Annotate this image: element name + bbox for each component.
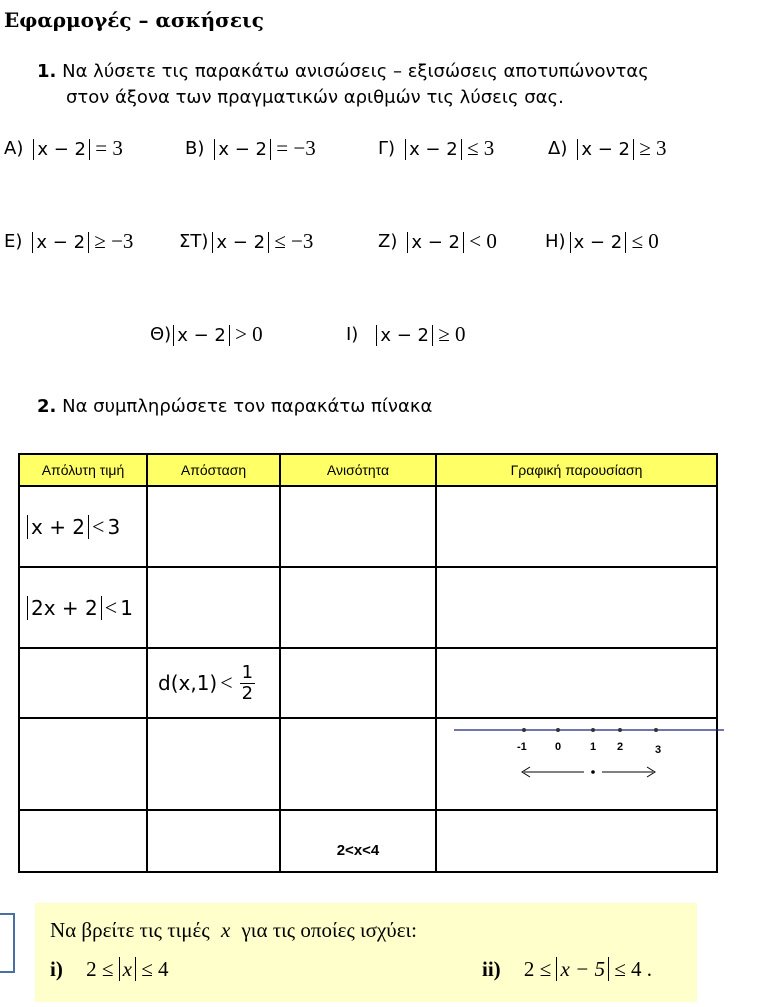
tick-point [591, 728, 595, 732]
cell-empty[interactable] [436, 567, 717, 648]
exercise-a: Α) x − 2 = 3 [4, 136, 123, 160]
exercise-z: Ζ) x − 2 < 0 [378, 229, 497, 253]
box-part-ii: ii) 2 ≤ x − 5 ≤ 4 . [482, 957, 652, 981]
cell-empty[interactable] [19, 648, 147, 718]
header-inequality: Ανισότητα [280, 454, 436, 486]
exercise-b: Β) x − 2 = −3 [185, 136, 316, 160]
exercise-st: ΣΤ) x − 2 ≤ −3 [179, 229, 314, 253]
exercise-i: Ι) x − 2 ≥ 0 [346, 322, 466, 346]
question-1-number: 1. [37, 61, 57, 82]
box-part-i: i) 2 ≤ x ≤ 4 [50, 957, 169, 981]
cell-abs-2: 2x + 2 < 1 [19, 567, 147, 648]
question-2-number: 2. [37, 396, 57, 417]
tick-point [654, 728, 658, 732]
tick-label: -1 [517, 741, 527, 753]
tick-point [522, 728, 526, 732]
exercise-table [18, 453, 718, 873]
page-title: Εφαρμογές – ασκήσεις [4, 8, 264, 32]
tick-point [556, 728, 560, 732]
exercise-c: Γ) x − 2 ≤ 3 [378, 136, 495, 160]
tick-point [618, 728, 622, 732]
question-2 [37, 395, 432, 419]
cell-distance-3: d(x,1) < $\frac{1}{2}$ [147, 648, 280, 718]
tick-label: 3 [655, 744, 662, 756]
cell-empty[interactable] [280, 718, 436, 810]
cell-empty[interactable] [280, 567, 436, 648]
header-graph: Γραφική παρουσίαση [436, 454, 717, 486]
number-line-graphic [450, 718, 730, 788]
cell-empty[interactable] [147, 718, 280, 810]
cell-empty[interactable] [147, 486, 280, 567]
question-1-line-2: στον άξονα των πραγματικών αριθμών τις λύσεις σας. [66, 87, 564, 108]
table-row [19, 486, 717, 567]
table-row [19, 648, 717, 718]
cell-empty[interactable] [19, 718, 147, 810]
tick-label: 0 [555, 741, 562, 753]
header-distance: Απόσταση [147, 454, 280, 486]
cell-empty[interactable] [280, 648, 436, 718]
question-2-text: Να συμπληρώσετε τον παρακάτω πίνακα [62, 396, 433, 417]
cell-empty[interactable] [147, 567, 280, 648]
tick-label: 1 [590, 741, 597, 753]
cell-empty[interactable] [147, 810, 280, 872]
cell-inequality-5: 2<x<4 [280, 810, 436, 872]
cell-empty[interactable] [280, 486, 436, 567]
exercise-th: Θ) x − 2 > 0 [150, 322, 263, 346]
side-frame-decoration [0, 913, 15, 973]
cell-abs-1: x + 2 < 3 [19, 486, 147, 567]
tick-label: 2 [617, 741, 624, 753]
cell-empty[interactable] [19, 810, 147, 872]
table-row [19, 567, 717, 648]
box-instruction: Να βρείτε τις τιμές x για τις οποίες ισχύει: [50, 918, 417, 942]
header-absolute-value: Απόλυτη τιμή [19, 454, 147, 486]
cell-empty[interactable] [436, 486, 717, 567]
exercise-h: Η) x − 2 ≤ 0 [545, 229, 659, 253]
center-point [591, 770, 595, 774]
exercise-d: Δ) x − 2 ≥ 3 [548, 136, 667, 160]
question-1-line-1 [37, 60, 649, 84]
table-row [19, 810, 717, 872]
exercise-e: Ε) x − 2 ≥ −3 [4, 229, 134, 253]
cell-empty[interactable] [436, 648, 717, 718]
cell-empty[interactable] [436, 810, 717, 872]
question-1-text-1: Να λύσετε τις παρακάτω ανισώσεις – εξισώσεις αποτυπώνοντας [62, 61, 649, 82]
table-header-row [19, 454, 717, 486]
